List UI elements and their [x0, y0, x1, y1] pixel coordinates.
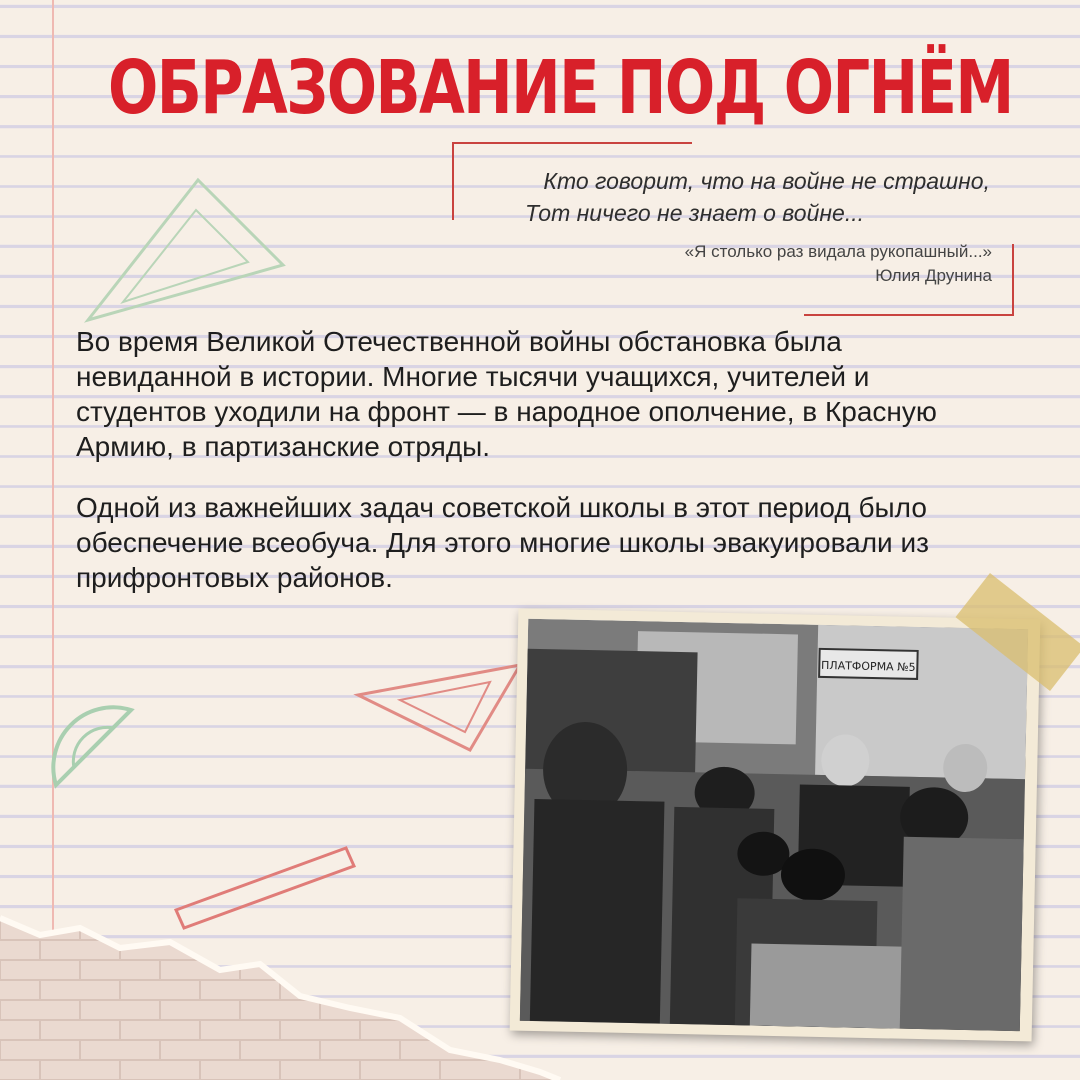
epigraph-frame-top [452, 142, 692, 144]
archival-photo [520, 619, 1028, 1031]
epigraph-line-2: Тот ничего не знает о войне... [525, 200, 864, 226]
body-paragraph-2: Одной из важнейших задач советской школы в этот период было обеспечение всеобуча. Для этого многие школы эвакуировали из прифронтовых районов. [76, 492, 929, 593]
platform-sign: ПЛАТФОРМА №5 [820, 658, 916, 674]
triangle-ruler-icon [350, 650, 530, 760]
epigraph-line-1: Кто говорит, что на войне не страшно, [543, 168, 990, 194]
protractor-icon [36, 690, 156, 810]
page-title: ОБРАЗОВАНИЕ ПОД ОГНЁМ [108, 45, 1013, 131]
epigraph-author: Юлия Друнина [875, 266, 992, 285]
epigraph-block [452, 142, 1014, 316]
triangle-ruler-icon [78, 170, 298, 330]
photo-scene [520, 619, 1028, 1031]
body-paragraph-1: Во время Великой Отечественной войны обстановка была невиданной в истории. Многие тысячи учащихся, учителей и студентов уходили на фронт — в народное ополчение, в Красную Армию, в партизанские отряды. [76, 326, 937, 462]
epigraph-frame-right [1012, 244, 1014, 316]
epigraph-source: «Я столько раз видала рукопашный...» [684, 242, 992, 261]
epigraph-frame-bottom [804, 314, 1014, 316]
archival-photo-frame [510, 609, 1041, 1042]
epigraph-frame-left [452, 142, 454, 220]
